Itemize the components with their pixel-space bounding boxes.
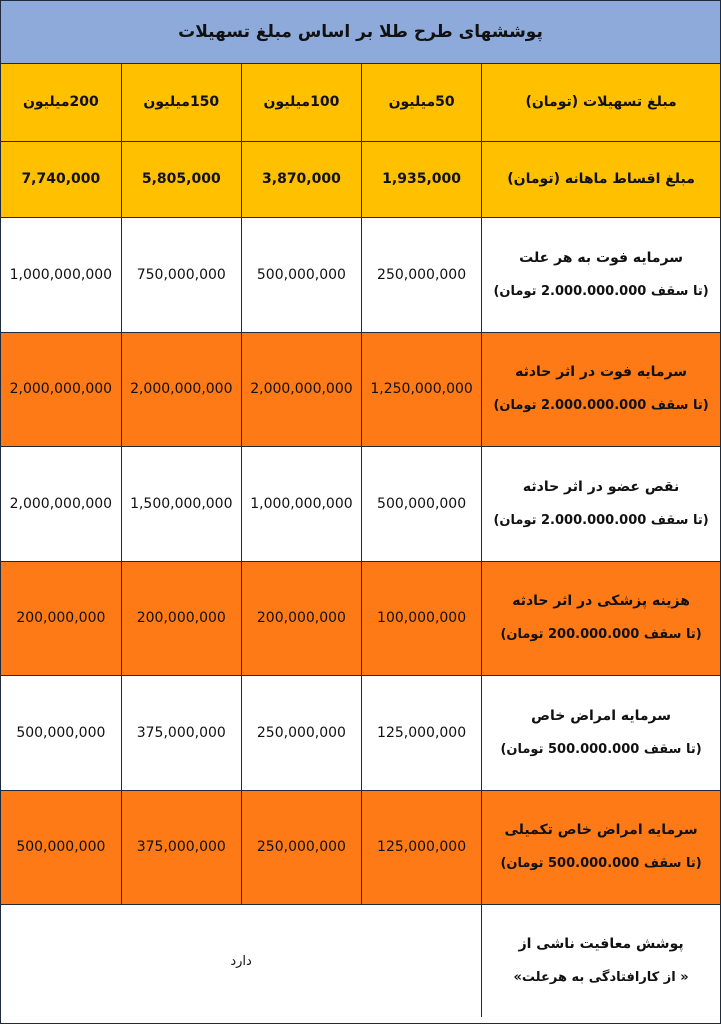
table-row-facility-amount [1,64,720,141]
row-sublabel: (تا سقف 2.000.000.000 تومان) [493,512,709,528]
value-cell [362,332,482,446]
value-cell [1,217,121,332]
table-row-special-diseases-supplementary [1,790,720,904]
row-label: سرمایه فوت در اثر حادثه [515,364,688,380]
row-label-cell [482,446,720,561]
value-cell [121,217,241,332]
value-cell [241,217,361,332]
row-label: سرمایه امراض خاص [531,707,672,724]
row-label-cell [482,141,720,217]
row-label: نقص عضو در اثر حادثه [522,478,680,495]
value-cell [121,675,241,790]
installment-value: 7,740,000 [21,171,101,187]
coverage-value: 125,000,000 [377,724,467,741]
table-row-monthly-installment [1,141,720,217]
coverage-value: 750,000,000 [136,266,226,283]
value-cell [121,332,241,446]
facility-200m: 200میلیون [22,94,99,111]
value-cell [1,141,121,217]
coverage-value: 500,000,000 [16,724,106,741]
installment-value: 3,870,000 [262,171,341,187]
value-cell [241,675,361,790]
coverage-value: 250,000,000 [256,839,346,855]
exemption-value: دارد [230,953,252,969]
row-sublabel: (تا سقف 500.000.000 تومان) [500,741,702,757]
value-cell [1,561,121,675]
value-cell [362,217,482,332]
coverage-value: 1,000,000,000 [250,495,353,512]
value-cell [121,64,241,141]
value-cell [362,790,482,904]
coverage-value: 2,000,000,000 [250,381,353,397]
facility-50m: 50میلیون [388,94,455,111]
coverage-value: 1,500,000,000 [130,495,233,512]
merged-value-cell [1,904,482,1017]
coverage-value: 200,000,000 [16,610,106,626]
coverage-value: 500,000,000 [16,839,106,855]
table-row-disability-exemption [1,904,720,1017]
value-cell [362,561,482,675]
row-label: مبلغ اقساط ماهانه (تومان) [507,171,695,187]
row-label-cell [482,561,720,675]
table-title: پوششهای طرح طلا بر اساس مبلغ تسهیلات [1,1,720,64]
value-cell [241,141,361,217]
installment-value: 1,935,000 [382,171,461,187]
facility-150m: 150میلیون [143,94,220,111]
coverage-value: 2,000,000,000 [9,495,113,512]
coverage-value: 100,000,000 [377,610,467,626]
row-label-cell [482,790,720,904]
coverage-value: 1,250,000,000 [370,381,473,397]
value-cell [121,790,241,904]
coverage-value: 1,000,000,000 [9,266,113,283]
value-cell [362,64,482,141]
row-label-cell [482,675,720,790]
value-cell [241,446,361,561]
row-label-cell [482,904,720,1017]
coverage-value: 200,000,000 [256,610,346,626]
value-cell [241,790,361,904]
installment-value: 5,805,000 [141,171,221,187]
row-sublabel: (تا سقف 200.000.000 تومان) [500,627,702,642]
value-cell [362,675,482,790]
value-cell [362,141,482,217]
coverage-table [1,64,720,1017]
value-cell [241,561,361,675]
row-label-cell [482,64,720,141]
value-cell [1,332,121,446]
facility-100m: 100میلیون [263,94,340,111]
value-cell [241,64,361,141]
value-cell [1,64,121,141]
value-cell [1,446,121,561]
coverage-value: 250,000,000 [377,266,467,283]
row-label: سرمایه فوت به هر علت [519,249,684,266]
row-sublabel: (تا سقف 500.000.000 تومان) [500,856,702,871]
table-row-special-diseases [1,675,720,790]
coverage-value: 250,000,000 [256,724,346,741]
row-sublabel: (تا سقف 2.000.000.000 تومان) [493,398,709,413]
table-row-death-accident [1,332,720,446]
row-label: هزینه پزشکی در اثر حادثه [512,593,690,609]
row-sublabel: (تا سقف 2.000.000.000 تومان) [493,283,709,299]
table-row-death-any-cause [1,217,720,332]
value-cell [1,790,121,904]
row-label: سرمایه امراض خاص تکمیلی [504,822,698,838]
table-row-medical-accident [1,561,720,675]
row-label: پوشش معافیت ناشی از [518,935,684,952]
value-cell [1,675,121,790]
coverage-value: 375,000,000 [136,839,226,855]
row-label-cell [482,332,720,446]
coverage-value: 125,000,000 [377,839,467,855]
row-sublabel: « از کارافتادگی به هرعلت» [513,969,689,985]
row-label: مبلغ تسهیلات (تومان) [525,94,677,111]
coverage-value: 200,000,000 [136,610,226,626]
value-cell [121,141,241,217]
coverage-value: 500,000,000 [377,495,467,512]
row-label-cell [482,217,720,332]
value-cell [362,446,482,561]
coverage-value: 500,000,000 [256,266,346,283]
coverage-value: 2,000,000,000 [9,381,113,397]
value-cell [241,332,361,446]
table-row-disability-accident [1,446,720,561]
value-cell [121,561,241,675]
coverage-value: 375,000,000 [136,724,226,741]
value-cell [121,446,241,561]
coverage-value: 2,000,000,000 [130,381,233,397]
